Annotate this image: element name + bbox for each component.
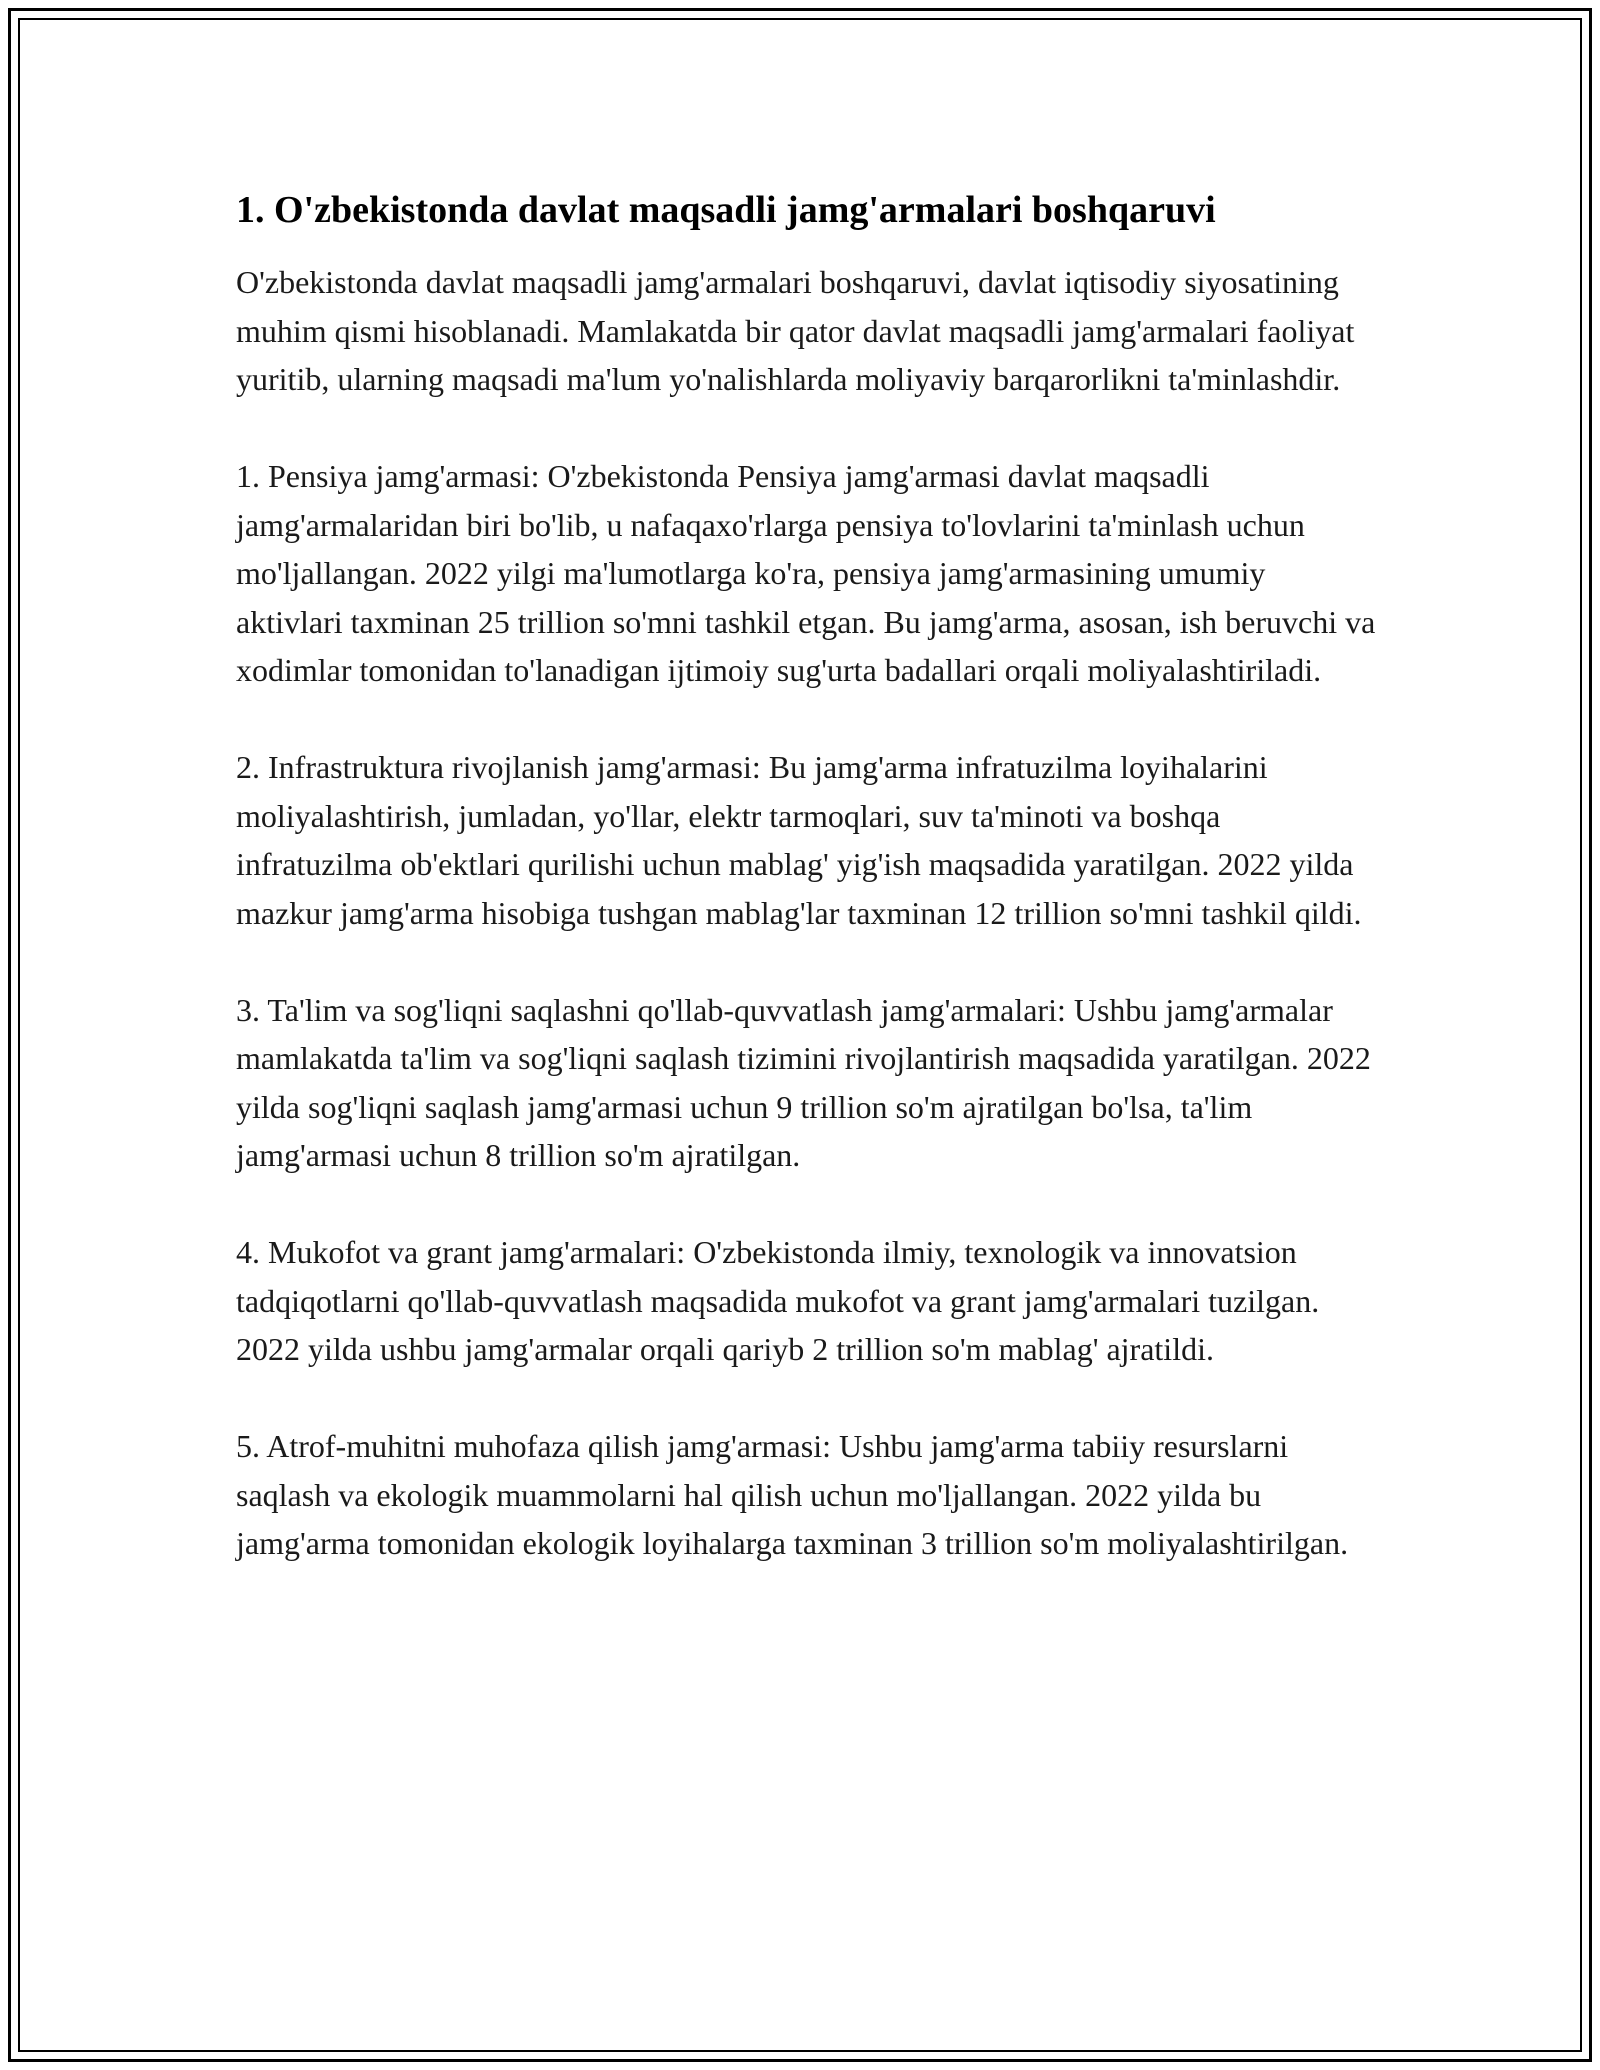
paragraph-pension-fund: 1. Pensiya jamg'armasi: O'zbekistonda Pensiya jamg'armasi davlat maqsadli jamg'armalaridan biri bo'lib, u nafaqaxo'rlarga pensiya to'lovlarini ta'minlash uchun mo'ljallangan. 2022 yilgi ma'lumotlarga ko'ra, pensiya jamg'armasining umumiy aktivlari taxminan 25 trillion so'mni tashkil etgan. Bu jamg'arma, asosan, ish beruvchi va xodimlar tomonidan to'lanadigan ijtimoiy sug'urta badallari orqali moliyalashtiriladi. [236, 458, 1376, 688]
paragraph-infrastructure-fund: 2. Infrastruktura rivojlanish jamg'armasi: Bu jamg'arma infratuzilma loyihalarini moliyalashtirish, jumladan, yo'llar, elektr tarmoqlari, suv ta'minoti va boshqa infratuzilma ob'ektlari qurilishi uchun mablag' yig'ish maqsadida yaratilgan. 2022 yilda mazkur jamg'arma hisobiga tushgan mablag'lar taxminan 12 trillion so'mni tashkil qildi. [236, 749, 1362, 931]
paragraph-environment-fund: 5. Atrof-muhitni muhofaza qilish jamg'armasi: Ushbu jamg'arma tabiiy resurslarni saqlash va ekologik muammolarni hal qilish uchun mo'ljallangan. 2022 yilda bu jamg'arma tomonidan ekologik loyihalarga taxminan 3 trillion so'm moliyalashtirilgan. [236, 1428, 1349, 1561]
document-title: 1. O'zbekistonda davlat maqsadli jamg'armalari boshqaruvi [236, 189, 1216, 231]
paragraph-award-grant-funds: 4. Mukofot va grant jamg'armalari: O'zbekistonda ilmiy, texnologik va innovatsion tadqiqotlarni qo'llab-quvvatlash maqsadida mukofot va grant jamg'armalari tuzilgan. 2022 yilda ushbu jamg'armalar orqali qariyb 2 trillion so'm mablag' ajratildi. [236, 1234, 1320, 1367]
document-body [236, 186, 1376, 1616]
paragraph-education-health-funds: 3. Ta'lim va sog'liqni saqlashni qo'llab-quvvatlash jamg'armalari: Ushbu jamg'armalar mamlakatda ta'lim va sog'liqni saqlash tizimini rivojlantirish maqsadida yaratilgan. 2022 yilda sog'liqni saqlash jamg'armasi uchun 9 trillion so'm ajratilgan bo'lsa, ta'lim jamg'armasi uchun 8 trillion so'm ajratilgan. [236, 991, 1371, 1173]
paragraph-intro: O'zbekistonda davlat maqsadli jamg'armalari boshqaruvi, davlat iqtisodiy siyosatining muhim qismi hisoblanadi. Mamlakatda bir qator davlat maqsadli jamg'armalari faoliyat yuritib, ularning maqsadi ma'lum yo'nalishlarda moliyaviy barqarorlikni ta'minlashdir. [236, 264, 1355, 397]
